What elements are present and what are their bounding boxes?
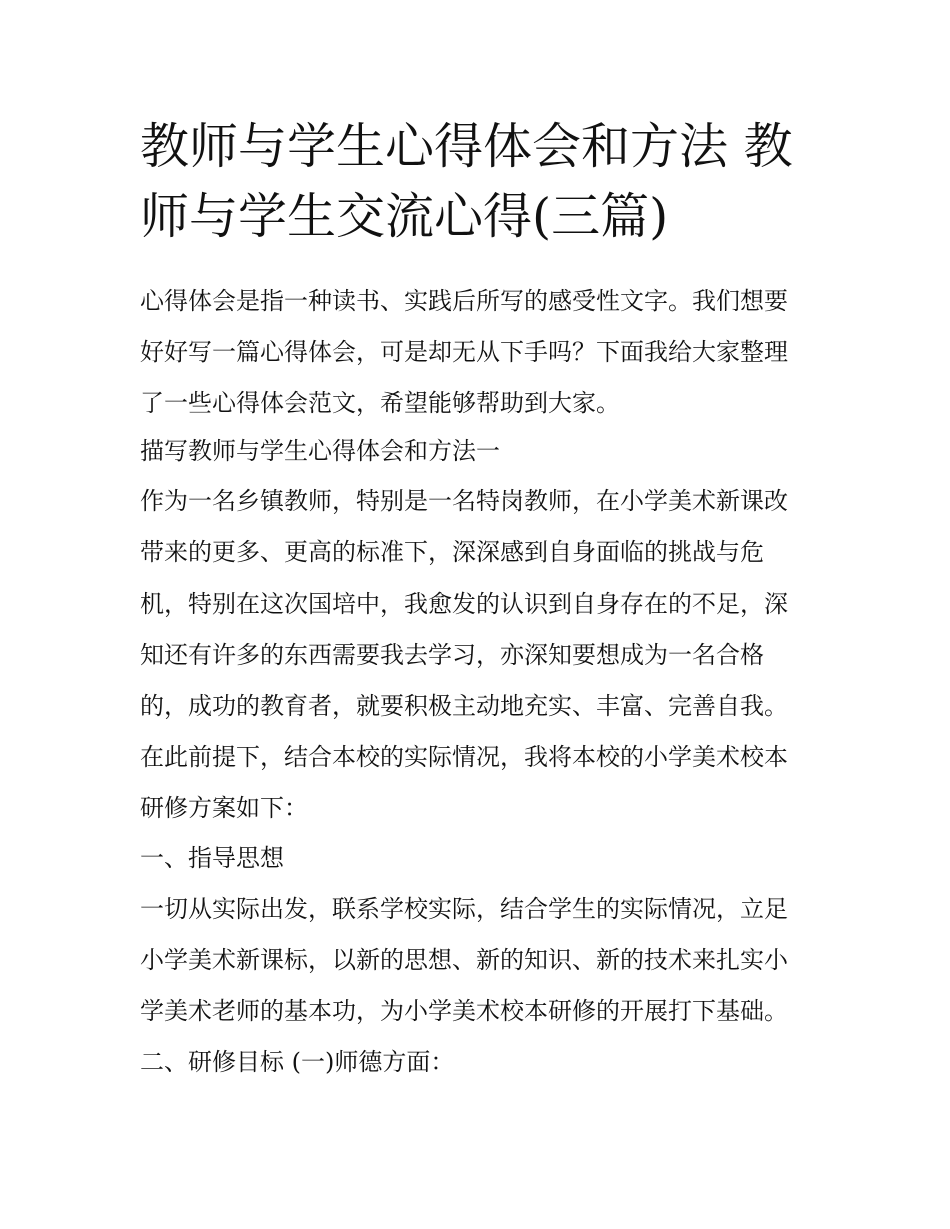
section-heading-guiding: 一、指导思想: [140, 844, 284, 872]
paragraph-line-10: 学美术老师的基本功，为小学美术校本研修的开展打下基础。: [140, 997, 788, 1025]
document-title-line-1: 教师与学生心得体会和方法 教: [140, 118, 793, 175]
section-heading-goals: 二、研修目标 (一)师德方面：: [140, 1048, 455, 1076]
paragraph-line-9: 小学美术新课标，以新的思想、新的知识、新的技术来扎实小: [140, 946, 788, 974]
paragraph-line-6: 在此前提下，结合本校的实际情况，我将本校的小学美术校本: [140, 743, 788, 771]
paragraph-line-5: 的，成功的教育者，就要积极主动地充实、丰富、完善自我。: [140, 692, 788, 720]
paragraph-line-7: 研修方案如下：: [140, 794, 308, 822]
paragraph-line-3: 机，特别在这次国培中，我愈发的认识到自身存在的不足，深: [140, 590, 788, 618]
intro-line-3: 了一些心得体会范文，希望能够帮助到大家。: [140, 389, 620, 417]
paragraph-line-8: 一切从实际出发，联系学校实际，结合学生的实际情况，立足: [140, 895, 788, 923]
intro-line-1: 心得体会是指一种读书、实践后所写的感受性文字。我们想要: [140, 287, 788, 315]
intro-line-2: 好好写一篇心得体会，可是却无从下手吗？下面我给大家整理: [140, 338, 788, 366]
paragraph-line-4: 知还有许多的东西需要我去学习，亦深知要想成为一名合格: [140, 641, 764, 669]
paragraph-line-2: 带来的更多、更高的标准下，深深感到自身面临的挑战与危: [140, 538, 764, 566]
document-title-line-2: 师与学生交流心得(三篇): [140, 188, 669, 245]
section-heading-1: 描写教师与学生心得体会和方法一: [140, 437, 500, 465]
paragraph-line-1: 作为一名乡镇教师，特别是一名特岗教师，在小学美术新课改: [140, 487, 788, 515]
